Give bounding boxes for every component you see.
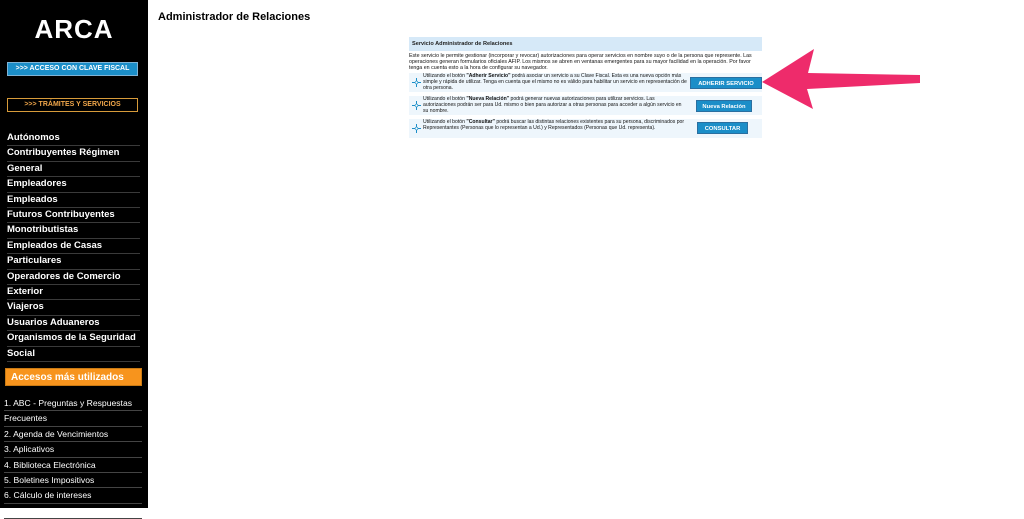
- accesos-item-agenda[interactable]: 2. Agenda de Vencimientos: [4, 427, 142, 442]
- accesos-item-calculo-intereses[interactable]: 6. Cálculo de intereses: [4, 488, 142, 503]
- sidebar-item-empleados-casas[interactable]: Empleados de Casas: [7, 239, 140, 254]
- pink-arrow-pointer: [760, 45, 922, 111]
- panel-intro: Este servicio le permite gestionar (incorporar y revocar) autorizaciones para operar servicios en nombre suyo o de la persona que represente. Las operaciones generan formularios oficiales AFIP. Los mismos se abren en ventanas emergentes para su mayor facilidad en la operación. Por favor tenga en cuenta esto a la hora de configurar su navegador.: [409, 53, 752, 72]
- sidebar-item-monotributistas[interactable]: Monotributistas: [7, 223, 140, 238]
- sidebar-item-exterior[interactable]: Exterior: [7, 285, 140, 300]
- tramites-servicios-button[interactable]: >>> TRÁMITES Y SERVICIOS: [7, 98, 138, 112]
- accesos-item-constancia[interactable]: 7. Constancia de inscripción: [4, 504, 142, 519]
- row-nueva-relacion: [409, 96, 762, 115]
- sidebar-item-usuarios-aduaneros[interactable]: Usuarios Aduaneros: [7, 316, 140, 331]
- accesos-item-biblioteca[interactable]: 4. Biblioteca Electrónica: [4, 458, 142, 473]
- row-description: Utilizando el botón "Consultar" podrá buscar las distintas relaciones existentes para su persona, discriminados por Representantes (Personas que lo representan a Ud.) y Representados (Personas que Ud. representa).: [423, 119, 685, 131]
- sidebar-item-empleadores[interactable]: Empleadores: [7, 177, 140, 192]
- sidebar-item-operadores-comercio[interactable]: Operadores de Comercio: [7, 270, 140, 285]
- crosshair-icon: [412, 78, 421, 87]
- relaciones-panel: [406, 34, 762, 140]
- sidebar-item-organismos-seguridad[interactable]: Organismos de la Seguridad: [7, 331, 140, 346]
- crosshair-icon: [412, 124, 421, 133]
- page-title: Administrador de Relaciones: [158, 11, 311, 23]
- row-description: Utilizando el botón "Nueva Relación" podrá generar nuevas autorizaciones para utilizar servicios. Las autorizaciones podrán ser para Ud. mismo o bien para autorizar a otras personas para acceder a algún servicio en su nombre.: [423, 96, 682, 114]
- sidebar-item-particulares[interactable]: Particulares: [7, 254, 140, 269]
- sidebar-item-autonomos[interactable]: Autónomos: [7, 131, 140, 146]
- sidebar-item-futuros-contribuyentes[interactable]: Futuros Contribuyentes: [7, 208, 140, 223]
- arca-logo[interactable]: ARCA: [34, 14, 114, 44]
- consultar-button[interactable]: CONSULTAR: [697, 122, 748, 134]
- accesos-item-boletines[interactable]: 5. Boletines Impositivos: [4, 473, 142, 488]
- sidebar: [0, 0, 148, 516]
- sidebar-item-general[interactable]: General: [7, 162, 140, 177]
- sidebar-item-empleados[interactable]: Empleados: [7, 193, 140, 208]
- row-adherir-servicio: [409, 73, 762, 92]
- accesos-item-abc[interactable]: 1. ABC - Preguntas y Respuestas: [4, 396, 142, 411]
- nueva-relacion-button[interactable]: Nueva Relación: [696, 100, 752, 112]
- sidebar-item-social[interactable]: Social: [7, 347, 140, 362]
- accesos-item-aplicativos[interactable]: 3. Aplicativos: [4, 442, 142, 457]
- sidebar-menu: [7, 131, 140, 362]
- row-description: Utilizando el botón "Adherir Servicio" podrá asociar un servicio a su Clave Fiscal. Esta es una nueva opción más simple y rápida de utilizar. Tenga en cuenta que el mismo no es válido para habilitar un servicio en representación de otra persona.: [423, 73, 687, 91]
- accesos-list: [4, 396, 142, 519]
- crosshair-icon: [412, 101, 421, 110]
- acceso-clave-fiscal-button[interactable]: >>> ACCESO CON CLAVE FISCAL: [7, 62, 138, 76]
- sidebar-item-contribuyentes-regimen[interactable]: Contribuyentes Régimen: [7, 146, 140, 161]
- accesos-header: Accesos más utilizados: [5, 368, 142, 386]
- accesos-item-abc-frecuentes[interactable]: Frecuentes: [4, 411, 142, 426]
- sidebar-item-viajeros[interactable]: Viajeros: [7, 300, 140, 315]
- panel-header: Servicio Administrador de Relaciones: [409, 37, 762, 51]
- adherir-servicio-button[interactable]: ADHERIR SERVICIO: [690, 77, 762, 89]
- row-consultar: [409, 119, 762, 138]
